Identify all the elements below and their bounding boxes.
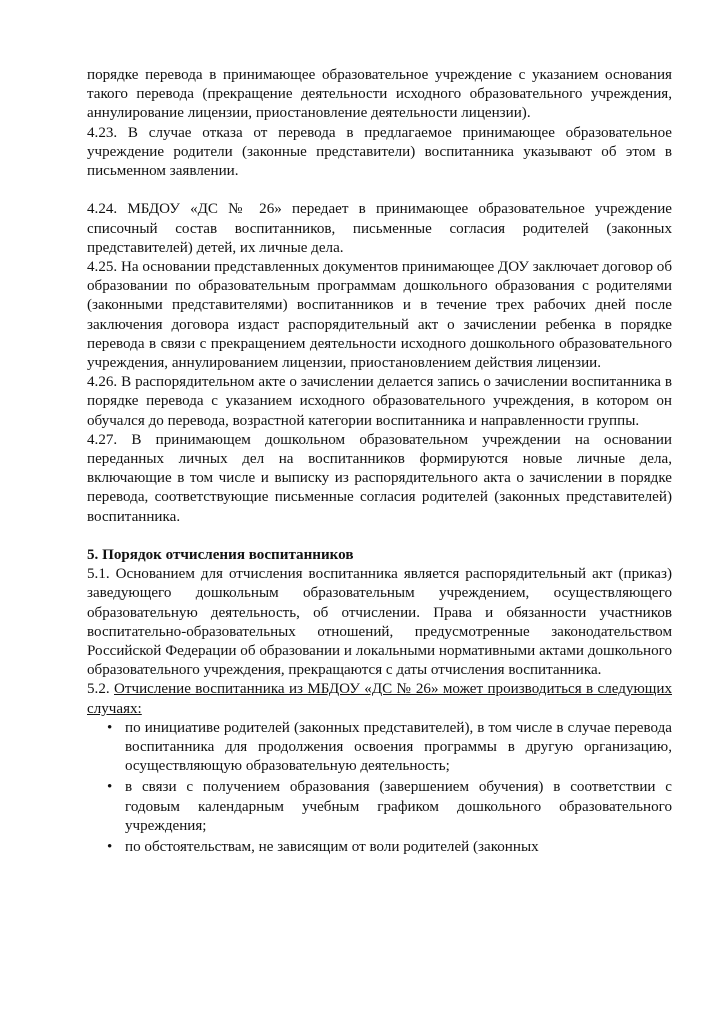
paragraph-5-1: 5.1. Основанием для отчисления воспитанника является распорядительный акт (приказ) заведующего дошкольным образовательным учреждением, осуществляющего образовательную деятельность, об отчислении. Права и обязанности участников воспитательно-образовательных отношений, предусмотренные законодательством Российской Федерации об образовании и локальными нормативными актами дошкольного образовательного учреждения, прекращаются с даты отчисления воспитанника. bbox=[87, 566, 672, 679]
paragraph-4-26: 4.26. В распорядительном акте о зачислении делается запись о зачислении воспитанника в порядке перевода с указанием исходного образовательного учреждения, в котором он обучался до перевода, возрастной категории воспитанника и направленности группы. bbox=[87, 374, 672, 429]
bullet-icon: • bbox=[107, 839, 113, 856]
list-item bbox=[87, 719, 672, 777]
grounds-list bbox=[87, 719, 672, 857]
paragraph-5-2 bbox=[87, 680, 672, 718]
blank-line bbox=[87, 181, 672, 200]
paragraph-4-23: 4.23. В случае отказа от перевода в предлагаемое принимающее образовательное учреждение родители (законные представители) воспитанника указывают об этом в письменном заявлении. bbox=[87, 124, 672, 180]
list-item bbox=[87, 778, 672, 836]
list-item-text: по инициативе родителей (законных представителей), в том числе в случае перевода воспитанника для продолжения освоения программы в другую организацию, осуществляющую образовательную деятельность; bbox=[125, 719, 672, 775]
bullet-icon: • bbox=[107, 779, 113, 796]
list-item bbox=[87, 838, 672, 857]
paragraph-4-24: 4.24. МБДОУ «ДС № 26» передает в принимающее образовательное учреждение списочный состав воспитанников, письменные согласия родителей (законных представителей) детей, их личные дела. bbox=[87, 201, 672, 256]
paragraph-4-25: 4.25. На основании представленных документов принимающее ДОУ заключает договор об образовании по образовательным программам дошкольного образования с родителями (законными представителями) воспитанников и в течение трех рабочих дней после заключения договора издаст распорядительный акт о зачислении ребенка в порядке перевода в связи с прекращением деятельности исходного дошкольного образовательного учреждения, аннулированием лицензии, приостановлением действия лицензии. bbox=[87, 259, 673, 372]
paragraph-5-2-underlined-text: Отчисление воспитанника из МБДОУ «ДС № 26» может производиться в следующих случаях: bbox=[87, 681, 672, 717]
paragraph-5-2-number: 5.2. bbox=[87, 681, 114, 698]
bullet-icon: • bbox=[107, 719, 113, 736]
document-page bbox=[87, 66, 672, 859]
paragraph-continuation: порядке перевода в принимающее образовательное учреждение с указанием основания такого перевода (прекращение деятельности исходного образовательного учреждения, аннулирование лицензии, приостановление деятельности лицензии). bbox=[87, 67, 672, 122]
section-5-heading: 5. Порядок отчисления воспитанников bbox=[87, 547, 354, 564]
list-item-text: в связи с получением образования (завершением обучения) в соответствии с годовым календарным учебным графиком дошкольного образовательного учреждения; bbox=[125, 779, 672, 834]
paragraph-4-27: 4.27. В принимающем дошкольном образовательном учреждении на основании переданных личных дел на воспитанников формируются новые личные дела, включающие в том числе и выписку из распорядительного акта о зачислении в порядке перевода, соответствующие письменные согласия родителей (законных представителей) воспитанника. bbox=[87, 431, 672, 525]
list-item-text: по обстоятельствам, не зависящим от воли родителей (законных bbox=[125, 839, 539, 856]
blank-line bbox=[87, 527, 672, 546]
